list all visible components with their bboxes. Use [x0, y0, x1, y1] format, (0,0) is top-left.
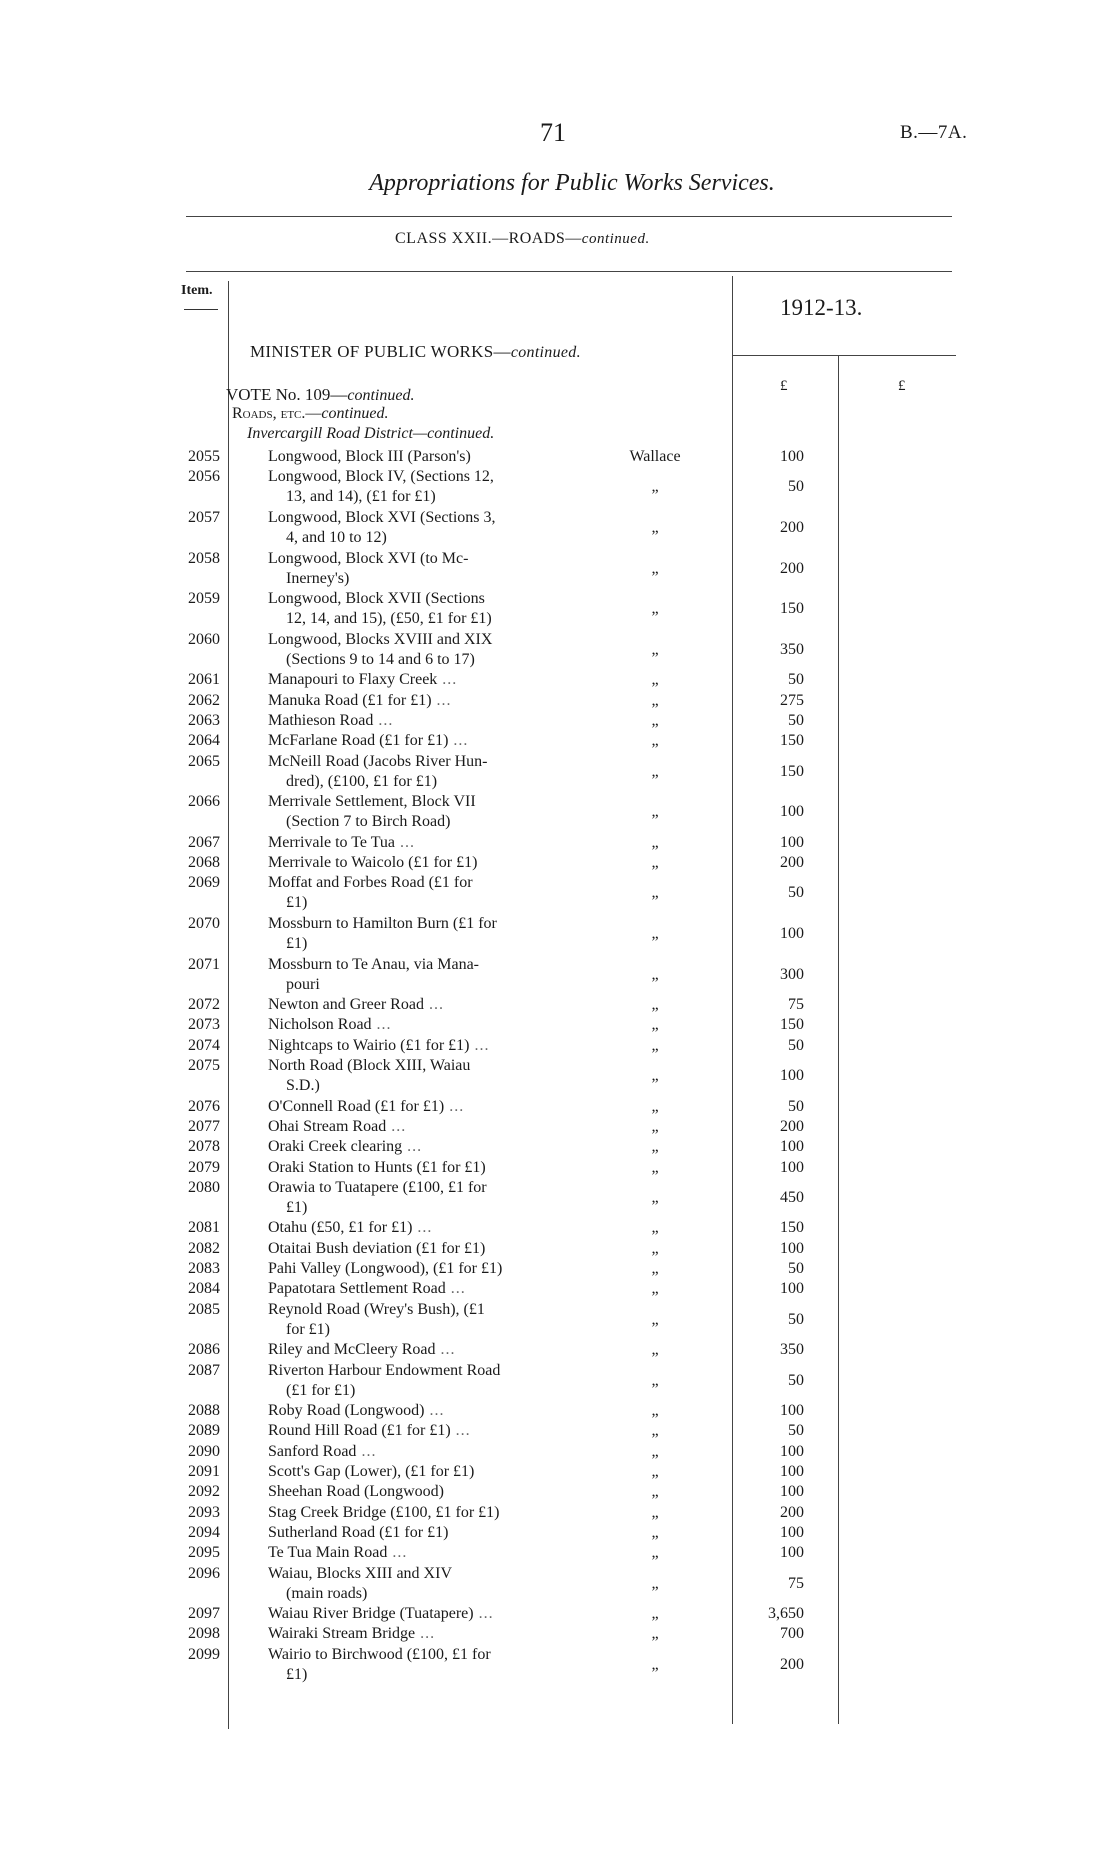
- vote-heading: [226, 385, 414, 405]
- pound-header-1: £: [780, 378, 788, 394]
- item-number: 2060: [188, 630, 220, 648]
- item-number: 2083: [188, 1260, 220, 1277]
- item-amount: 350: [780, 640, 804, 658]
- item-amount: 700: [780, 1625, 804, 1643]
- item-place: „: [651, 1625, 659, 1643]
- item-description: [268, 1178, 578, 1218]
- description-line-1: Round Hill Road (£1 for £1): [268, 1422, 451, 1440]
- item-number: 2077: [188, 1117, 220, 1135]
- item-description: [268, 1340, 578, 1360]
- item-place: „: [651, 1310, 659, 1328]
- description-line-1: O'Connell Road (£1 for £1): [268, 1097, 445, 1115]
- description-line-1: Manapouri to Flaxy Creek: [268, 671, 438, 689]
- item-place: „: [651, 1260, 659, 1277]
- item-amount: 100: [780, 1483, 804, 1501]
- item-number: 2057: [188, 508, 220, 526]
- item-number: 2099: [188, 1645, 220, 1663]
- item-number: 2096: [188, 1564, 220, 1582]
- item-number: 2056: [188, 468, 220, 486]
- item-place: „: [651, 1463, 659, 1480]
- description-line-1: Longwood, Blocks XVIII and XIX: [268, 630, 493, 648]
- item-description: [268, 752, 578, 792]
- description-line-1: Mossburn to Te Anau, via Mana-: [268, 955, 479, 973]
- leader-dots: ...: [395, 833, 416, 851]
- description-line-2: dred), (£100, £1 for £1): [286, 772, 438, 790]
- description-line-1: McFarlane Road (£1 for £1): [268, 732, 449, 750]
- leader-dots: ...: [448, 732, 469, 750]
- description-line-1: Manuka Road (£1 for £1): [268, 691, 432, 709]
- item-place: „: [651, 1341, 659, 1359]
- item-number: 2082: [188, 1239, 220, 1257]
- minister-heading-main: MINISTER OF PUBLIC WORKS—: [250, 342, 511, 361]
- item-place: „: [651, 1117, 659, 1135]
- item-place: „: [651, 559, 659, 577]
- item-number: 2086: [188, 1341, 220, 1359]
- item-description: [268, 1158, 578, 1178]
- description-line-2: (Sections 9 to 14 and 6 to 17): [286, 650, 475, 668]
- description-line-1: Merrivale to Te Tua: [268, 833, 396, 851]
- item-header-dash: [184, 309, 218, 310]
- item-description: [268, 1543, 578, 1563]
- item-number: 2062: [188, 691, 220, 709]
- item-place: „: [651, 1239, 659, 1257]
- item-amount: 50: [788, 884, 804, 902]
- item-column-header: Item.: [181, 283, 213, 298]
- leader-dots: ...: [386, 1117, 407, 1135]
- item-number: 2072: [188, 996, 220, 1014]
- roads-heading-suffix: continued.: [321, 405, 389, 422]
- vote-heading-main: VOTE No. 109—: [226, 385, 348, 404]
- leader-dots: ...: [402, 1138, 423, 1156]
- item-number: 2079: [188, 1158, 220, 1176]
- item-description: [268, 670, 578, 690]
- description-line-1: Longwood, Block XVI (Sections 3,: [268, 508, 496, 526]
- leader-dots: ...: [373, 711, 394, 729]
- description-line-1: Roby Road (Longwood): [268, 1402, 425, 1420]
- class-heading-suffix: continued.: [581, 231, 650, 247]
- item-description: [268, 873, 578, 913]
- description-line-2: (main roads): [286, 1584, 368, 1602]
- item-amount: 150: [780, 1219, 804, 1237]
- roads-heading-main: Roads, etc.—: [232, 405, 322, 422]
- item-place: „: [651, 1097, 659, 1115]
- item-description: [268, 833, 578, 853]
- description-line-2: S.D.): [286, 1077, 320, 1094]
- item-place: „: [651, 691, 659, 709]
- item-description: [268, 711, 578, 731]
- item-number: 2088: [188, 1402, 220, 1420]
- item-number: 2074: [188, 1036, 220, 1054]
- description-line-1: Longwood, Block XVII (Sections: [268, 590, 485, 608]
- item-amount: 200: [780, 1117, 804, 1135]
- item-amount: 150: [780, 762, 804, 780]
- item-description: [268, 1279, 578, 1299]
- item-number: 2078: [188, 1138, 220, 1156]
- item-amount: 100: [780, 1442, 804, 1460]
- description-line-2: Inerney's): [286, 569, 350, 587]
- description-line-1: Riley and McCleery Road: [268, 1341, 436, 1359]
- item-place: „: [651, 1402, 659, 1420]
- leader-dots: ...: [437, 671, 458, 689]
- item-description: [268, 792, 578, 832]
- description-line-1: Pahi Valley (Longwood), (£1 for £1): [268, 1260, 503, 1277]
- leader-dots: ...: [387, 1544, 408, 1562]
- page-number: 71: [540, 118, 566, 147]
- item-place: „: [651, 518, 659, 536]
- item-number: 2063: [188, 711, 220, 729]
- item-number: 2066: [188, 793, 220, 811]
- item-description: [268, 1137, 578, 1157]
- item-place: „: [651, 1605, 659, 1623]
- item-description: [268, 1361, 578, 1401]
- item-description: [268, 1645, 578, 1685]
- item-amount: 200: [780, 854, 804, 871]
- description-line-1: Sutherland Road (£1 for £1): [268, 1523, 449, 1541]
- item-description: [268, 467, 578, 507]
- item-number: 2084: [188, 1280, 220, 1298]
- item-place: „: [651, 1280, 659, 1298]
- description-line-1: North Road (Block XIII, Waiau: [268, 1057, 471, 1074]
- item-number: 2085: [188, 1300, 220, 1318]
- description-line-1: Oraki Station to Hunts (£1 for £1): [268, 1158, 486, 1176]
- leader-dots: ...: [431, 691, 452, 709]
- description-line-1: Stag Creek Bridge (£100, £1 for £1): [268, 1503, 500, 1521]
- item-number: 2094: [188, 1523, 220, 1541]
- item-description: [268, 1401, 578, 1421]
- item-amount: 200: [780, 518, 804, 536]
- description-line-2: £1): [286, 894, 308, 912]
- item-place: „: [651, 1036, 659, 1054]
- item-amount: 50: [788, 1036, 804, 1054]
- item-description: [268, 1015, 578, 1035]
- item-number: 2065: [188, 752, 220, 770]
- item-place: Wallace: [629, 448, 681, 465]
- item-description: [268, 1421, 578, 1441]
- item-amount: 3,650: [768, 1605, 804, 1623]
- item-place: „: [651, 924, 659, 942]
- description-line-1: Otahu (£50, £1 for £1): [268, 1219, 413, 1237]
- item-place: „: [651, 1188, 659, 1206]
- item-amount: 100: [780, 1158, 804, 1176]
- description-line-1: Riverton Harbour Endowment Road: [268, 1361, 501, 1379]
- leader-dots: ...: [445, 1280, 466, 1298]
- item-description: [268, 1604, 578, 1624]
- item-amount: 50: [788, 1371, 804, 1389]
- item-number: 2093: [188, 1503, 220, 1521]
- item-description: [268, 1624, 578, 1644]
- pound-header-2: £: [898, 378, 906, 394]
- item-place: „: [651, 732, 659, 750]
- description-line-2: 4, and 10 to 12): [286, 528, 387, 546]
- item-place: „: [651, 1158, 659, 1176]
- item-description: [268, 1503, 578, 1523]
- description-line-2: for £1): [286, 1320, 330, 1338]
- second-amount-divider: [838, 356, 839, 1724]
- item-amount: 450: [780, 1188, 804, 1206]
- class-heading: [395, 230, 650, 248]
- description-line-1: Waiau, Blocks XIII and XIV: [268, 1564, 452, 1582]
- item-amount: 300: [780, 965, 804, 983]
- vote-heading-suffix: continued.: [347, 387, 415, 404]
- item-place: „: [651, 671, 659, 689]
- item-place: „: [651, 1574, 659, 1592]
- description-line-1: Te Tua Main Road: [268, 1544, 388, 1562]
- item-amount: 100: [780, 1463, 804, 1480]
- page-title: Appropriations for Public Works Services.: [369, 170, 775, 196]
- item-number: 2069: [188, 874, 220, 892]
- item-number: 2070: [188, 914, 220, 932]
- item-amount: 100: [780, 448, 804, 465]
- leader-dots: ...: [444, 1097, 465, 1115]
- description-line-1: Ohai Stream Road: [268, 1117, 387, 1135]
- leader-dots: ...: [435, 1341, 456, 1359]
- item-amount: 100: [780, 1239, 804, 1257]
- description-line-1: Sanford Road: [268, 1442, 357, 1460]
- item-number: 2087: [188, 1361, 220, 1379]
- description-line-1: Wairaki Stream Bridge: [268, 1625, 416, 1643]
- item-amount: 50: [788, 1097, 804, 1115]
- description-line-1: Oraki Creek clearing: [268, 1138, 403, 1156]
- item-number: 2089: [188, 1422, 220, 1440]
- document-reference: B.—7A.: [900, 122, 968, 143]
- item-number: 2055: [188, 448, 220, 465]
- item-amount: 50: [788, 711, 804, 729]
- item-number: 2095: [188, 1544, 220, 1562]
- item-description: [268, 691, 578, 711]
- item-number: 2092: [188, 1483, 220, 1501]
- item-amount: 100: [780, 803, 804, 821]
- description-line-2: £1): [286, 934, 308, 952]
- item-place: „: [651, 1219, 659, 1237]
- item-description: [268, 1300, 578, 1340]
- item-place: „: [651, 478, 659, 496]
- item-amount: 275: [780, 691, 804, 709]
- item-number: 2071: [188, 955, 220, 973]
- description-line-1: Otaitai Bush deviation (£1 for £1): [268, 1239, 486, 1257]
- item-amount: 50: [788, 1422, 804, 1440]
- item-number: 2075: [188, 1057, 220, 1074]
- leader-dots: ...: [415, 1625, 436, 1643]
- description-line-2: 12, 14, and 15), (£50, £1 for £1): [286, 610, 492, 628]
- item-place: „: [651, 1544, 659, 1562]
- item-amount: 100: [780, 1067, 804, 1084]
- item-number: 2081: [188, 1219, 220, 1237]
- leader-dots: ...: [412, 1219, 433, 1237]
- leader-dots: ...: [371, 1016, 392, 1034]
- description-line-2: 13, and 14), (£1 for £1): [286, 488, 436, 506]
- description-line-1: Merrivale Settlement, Block VII: [268, 793, 476, 811]
- leader-dots: ...: [356, 1442, 377, 1460]
- description-line-2: (Section 7 to Birch Road): [286, 813, 451, 831]
- description-line-1: Waiau River Bridge (Tuatapere): [268, 1605, 474, 1623]
- item-place: „: [651, 1442, 659, 1460]
- description-line-1: Orawia to Tuatapere (£100, £1 for: [268, 1178, 487, 1196]
- item-number: 2080: [188, 1178, 220, 1196]
- item-number: 2091: [188, 1463, 220, 1480]
- item-number: 2061: [188, 671, 220, 689]
- description-line-1: Sheehan Road (Longwood): [268, 1483, 444, 1501]
- description-line-1: Scott's Gap (Lower), (£1 for £1): [268, 1463, 475, 1480]
- item-place: „: [651, 996, 659, 1014]
- item-amount: 100: [780, 1544, 804, 1562]
- item-place: „: [651, 711, 659, 729]
- item-description: [268, 589, 578, 629]
- top-rule: [186, 216, 952, 217]
- item-number: 2067: [188, 833, 220, 851]
- item-description: [268, 731, 578, 751]
- description-line-1: Papatotara Settlement Road: [268, 1280, 446, 1298]
- item-number: 2064: [188, 732, 220, 750]
- item-number: 2068: [188, 854, 220, 871]
- description-line-1: Merrivale to Waicolo (£1 for £1): [268, 854, 478, 871]
- leader-dots: ...: [424, 1402, 445, 1420]
- description-line-1: Mathieson Road: [268, 711, 374, 729]
- item-column-divider: [228, 281, 229, 1729]
- item-number: 2097: [188, 1605, 220, 1623]
- description-line-2: £1): [286, 1198, 308, 1216]
- item-description: [268, 1482, 578, 1502]
- item-amount: 50: [788, 1310, 804, 1328]
- item-description: [268, 549, 578, 589]
- item-place: „: [651, 1067, 659, 1084]
- item-amount: 75: [788, 1574, 804, 1592]
- description-line-1: Wairio to Birchwood (£100, £1 for: [268, 1645, 491, 1663]
- year-rule: [732, 355, 956, 356]
- item-place: „: [651, 803, 659, 821]
- item-number: 2058: [188, 549, 220, 567]
- item-amount: 50: [788, 1260, 804, 1277]
- description-line-2: (£1 for £1): [286, 1381, 356, 1399]
- item-amount: 100: [780, 1402, 804, 1420]
- amount-column-divider: [732, 276, 733, 1724]
- item-number: 2090: [188, 1442, 220, 1460]
- item-place: „: [651, 1371, 659, 1389]
- item-amount: 150: [780, 1016, 804, 1034]
- item-amount: 200: [780, 1503, 804, 1521]
- roads-heading: [232, 405, 389, 423]
- item-description: [268, 955, 578, 995]
- item-description: [268, 1564, 578, 1604]
- item-amount: 150: [780, 732, 804, 750]
- item-number: 2073: [188, 1016, 220, 1034]
- item-place: „: [651, 600, 659, 618]
- item-amount: 350: [780, 1341, 804, 1359]
- item-description: [268, 447, 578, 467]
- item-description: [268, 1117, 578, 1137]
- item-place: „: [651, 1483, 659, 1501]
- item-description: [268, 1523, 578, 1543]
- leader-dots: ...: [469, 1036, 490, 1054]
- item-amount: 100: [780, 1523, 804, 1541]
- item-number: 2076: [188, 1097, 220, 1115]
- item-description: [268, 630, 578, 670]
- item-description: [268, 1218, 578, 1238]
- district-heading: Invercargill Road District—continued.: [247, 425, 495, 442]
- item-description: [268, 1442, 578, 1462]
- item-amount: 100: [780, 924, 804, 942]
- leader-dots: ...: [450, 1422, 471, 1440]
- item-description: [268, 1056, 578, 1096]
- item-place: „: [651, 965, 659, 983]
- description-line-1: Longwood, Block XVI (to Mc-: [268, 549, 469, 567]
- item-place: „: [651, 1503, 659, 1521]
- item-place: „: [651, 1016, 659, 1034]
- item-amount: 150: [780, 600, 804, 618]
- description-line-1: Reynold Road (Wrey's Bush), (£1: [268, 1300, 485, 1318]
- item-amount: 100: [780, 833, 804, 851]
- item-place: „: [651, 833, 659, 851]
- item-description: [268, 914, 578, 954]
- item-place: „: [651, 854, 659, 871]
- item-amount: 50: [788, 671, 804, 689]
- item-description: [268, 1036, 578, 1056]
- item-description: [268, 1097, 578, 1117]
- item-description: [268, 1239, 578, 1259]
- item-place: „: [651, 1523, 659, 1541]
- item-description: [268, 1259, 578, 1279]
- description-line-1: McNeill Road (Jacobs River Hun-: [268, 752, 488, 770]
- description-line-1: Nightcaps to Wairio (£1 for £1): [268, 1036, 470, 1054]
- leader-dots: ...: [473, 1605, 494, 1623]
- description-line-1: Longwood, Block III (Parson's): [268, 448, 471, 465]
- item-amount: 100: [780, 1280, 804, 1298]
- item-amount: 75: [788, 996, 804, 1014]
- item-amount: 200: [780, 1655, 804, 1673]
- item-place: „: [651, 640, 659, 658]
- item-description: [268, 508, 578, 548]
- minister-heading: [250, 342, 581, 362]
- item-place: „: [651, 1422, 659, 1440]
- description-line-1: Longwood, Block IV, (Sections 12,: [268, 468, 494, 486]
- leader-dots: ...: [423, 996, 444, 1014]
- item-amount: 200: [780, 559, 804, 577]
- description-line-1: Nicholson Road: [268, 1016, 372, 1034]
- item-description: [268, 1462, 578, 1482]
- header-rule: [186, 271, 952, 272]
- item-place: „: [651, 1138, 659, 1156]
- item-description: [268, 853, 578, 873]
- item-number: 2059: [188, 590, 220, 608]
- class-heading-main: CLASS XXII.—ROADS—: [395, 230, 582, 247]
- description-line-1: Newton and Greer Road: [268, 996, 424, 1014]
- item-place: „: [651, 1655, 659, 1673]
- year-header: 1912-13.: [780, 295, 863, 320]
- item-amount: 100: [780, 1138, 804, 1156]
- description-line-2: pouri: [286, 975, 320, 993]
- item-place: „: [651, 884, 659, 902]
- description-line-1: Moffat and Forbes Road (£1 for: [268, 874, 473, 892]
- description-line-2: £1): [286, 1665, 308, 1683]
- item-place: „: [651, 762, 659, 780]
- description-line-1: Mossburn to Hamilton Burn (£1 for: [268, 914, 497, 932]
- item-description: [268, 995, 578, 1015]
- item-amount: 50: [788, 478, 804, 496]
- item-number: 2098: [188, 1625, 220, 1643]
- minister-heading-suffix: continued.: [510, 344, 581, 361]
